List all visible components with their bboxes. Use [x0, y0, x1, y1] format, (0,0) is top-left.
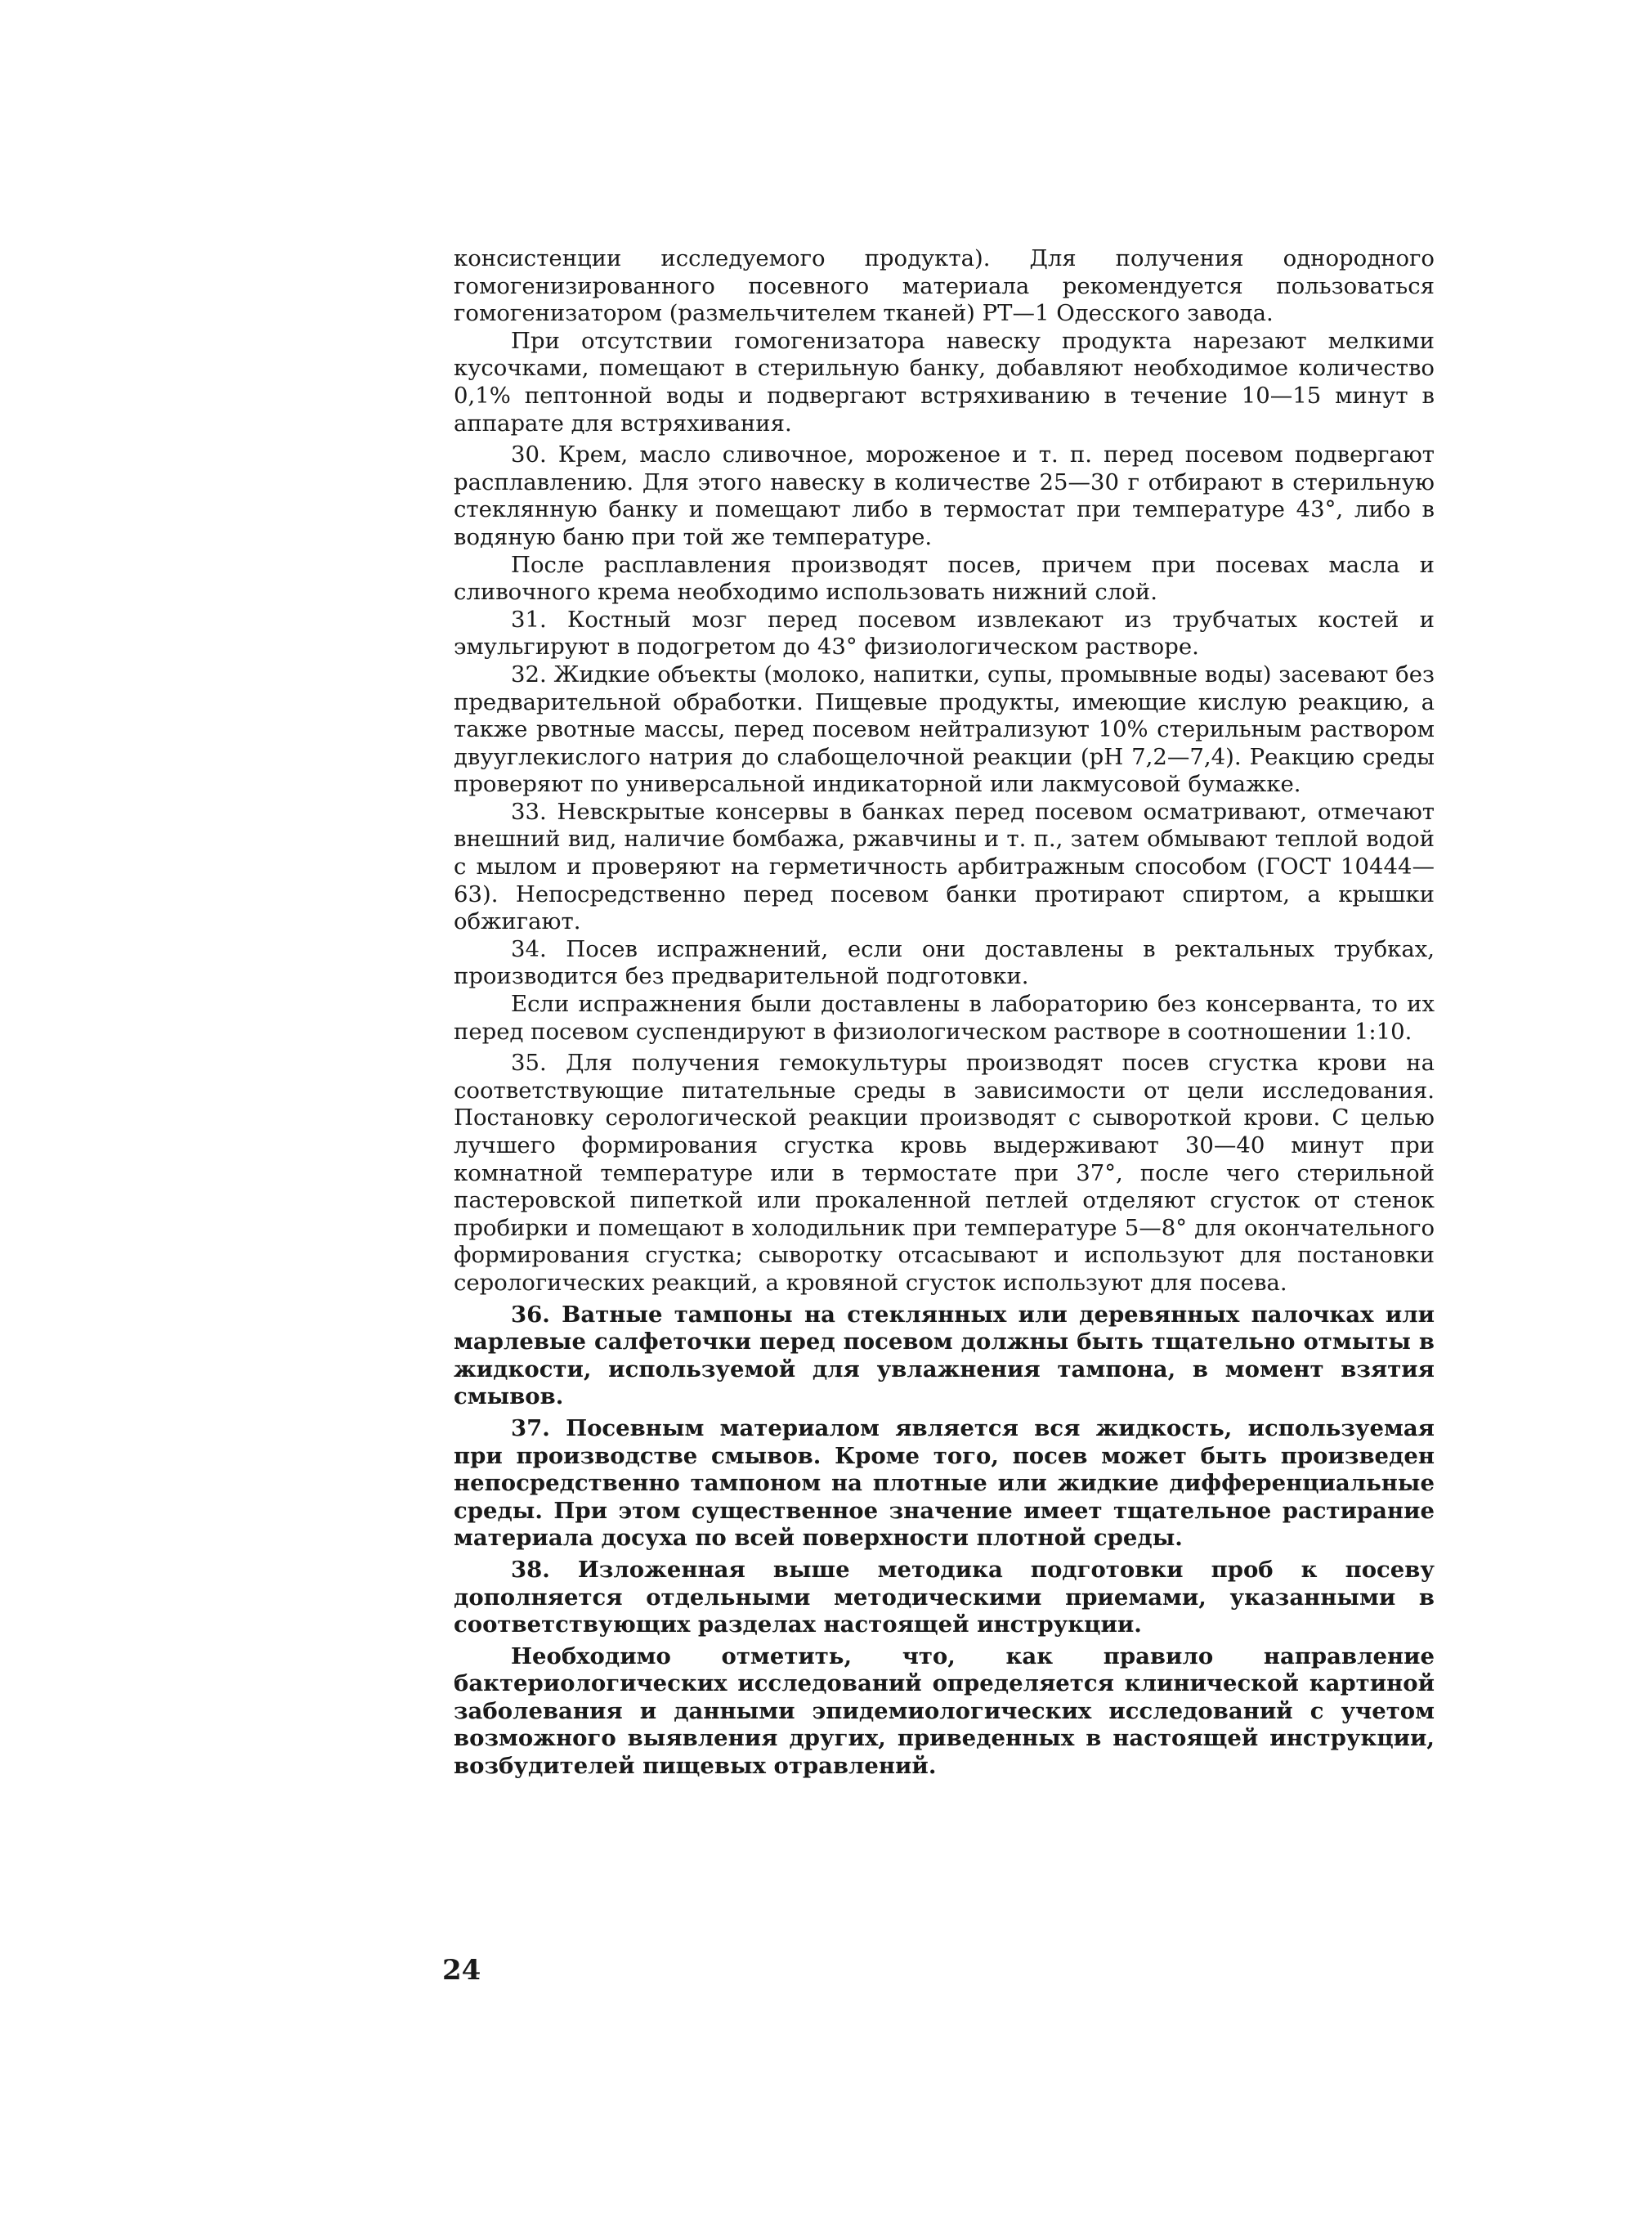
paragraph-homogenizer: консистенции исследуемого продукта). Для получения однородного гомогенизированного посевного материала рекомендуется пользоваться гомогенизатором (размельчителем тканей) РТ—1 Одесского завода. [454, 245, 1435, 327]
paragraph-33: 33. Невскрытые консервы в банках перед посевом осматривают, отмечают внешний вид, наличие бомбажа, ржавчины и т. п., затем обмывают теплой водой с мылом и проверяют на герметичность арбитражным способом (ГОСТ 10444—63). Непосредственно перед посевом банки протирают спиртом, а крышки обжигают. [454, 798, 1435, 935]
paragraph-34: 34. Посев испражнений, если они доставлены в ректальных трубках, производится без предварительной подготовки. [454, 935, 1435, 990]
paragraph-37: 37. Посевным материалом является вся жидкость, используемая при производстве смывов. Кроме того, посев может быть произведен непосредственно тампоном на плотные или жидкие дифференциальные среды. При этом существенное значение имеет тщательное растирание материала досуха по всей поверхности плотной среды. [454, 1414, 1435, 1552]
paragraph-after-melting: После расплавления производят посев, причем при посевах масла и сливочного крема необходимо использовать нижний слой. [454, 551, 1435, 606]
page-number: 24 [442, 1954, 481, 1987]
paragraph-30: 30. Крем, масло сливочное, мороженое и т. п. перед посевом подвергают расплавлению. Для этого навеску в количестве 25—30 г отбирают в стерильную стеклянную банку и помещают либо в термостат при температуре 43°, либо в водяную баню при той же температуре. [454, 441, 1435, 550]
paragraph-35: 35. Для получения гемокультуры производят посев сгустка крови на соответствующие питательные среды в зависимости от цели исследования. Постановку серологической реакции производят с сывороткой крови. С целью лучшего формирования сгустка кровь выдерживают 30—40 минут при комнатной температуре или в термостате при 37°, после чего стерильной пастеровской пипеткой или прокаленной петлей отделяют сгусток от стенок пробирки и помещают в холодильник при температуре 5—8° для окончательного формирования сгустка; сыворотку отсасывают и используют для постановки серологических реакций, а кровяной сгусток используют для посева. [454, 1050, 1435, 1296]
paragraph-38: 38. Изложенная выше методика подготовки проб к посеву дополняется отдельными методическими приемами, указанными в соответствующих разделах настоящей инструкции. [454, 1556, 1435, 1638]
body-text [454, 245, 1435, 1781]
paragraph-32: 32. Жидкие объекты (молоко, напитки, супы, промывные воды) засевают без предварительной обработки. Пищевые продукты, имеющие кислую реакцию, а также рвотные массы, перед посевом нейтрализуют 10% стерильным раствором двууглекислого натрия до слабощелочной реакции (pH 7,2—7,4). Реакцию среды проверяют по универсальной индикаторной или лакмусовой бумажке. [454, 661, 1435, 798]
paragraph-36: 36. Ватные тампоны на стеклянных или деревянных палочках или марлевые салфеточки перед посевом должны быть тщательно отмыты в жидкости, используемой для увлажнения тампона, в момент взятия смывов. [454, 1301, 1435, 1410]
paragraph-31: 31. Костный мозг перед посевом извлекают из трубчатых костей и эмульгируют в подогретом до 43° физиологическом растворе. [454, 606, 1435, 661]
paragraph-conclusion: Необходимо отметить, что, как правило направление бактериологических исследований определяется клинической картиной заболевания и данными эпидемиологических исследований с учетом возможного выявления других, приведенных в настоящей инструкции, возбудителей пищевых отравлений. [454, 1642, 1435, 1780]
paragraph-feces: Если испражнения были доставлены в лабораторию без консерванта, то их перед посевом суспендируют в физиологическом растворе в соотношении 1:10. [454, 991, 1435, 1045]
paragraph-no-homogenizer: При отсутствии гомогенизатора навеску продукта нарезают мелкими кусочками, помещают в стерильную банку, добавляют необходимое количество 0,1% пептонной воды и подвергают встряхиванию в течение 10—15 минут в аппарате для встряхивания. [454, 327, 1435, 437]
